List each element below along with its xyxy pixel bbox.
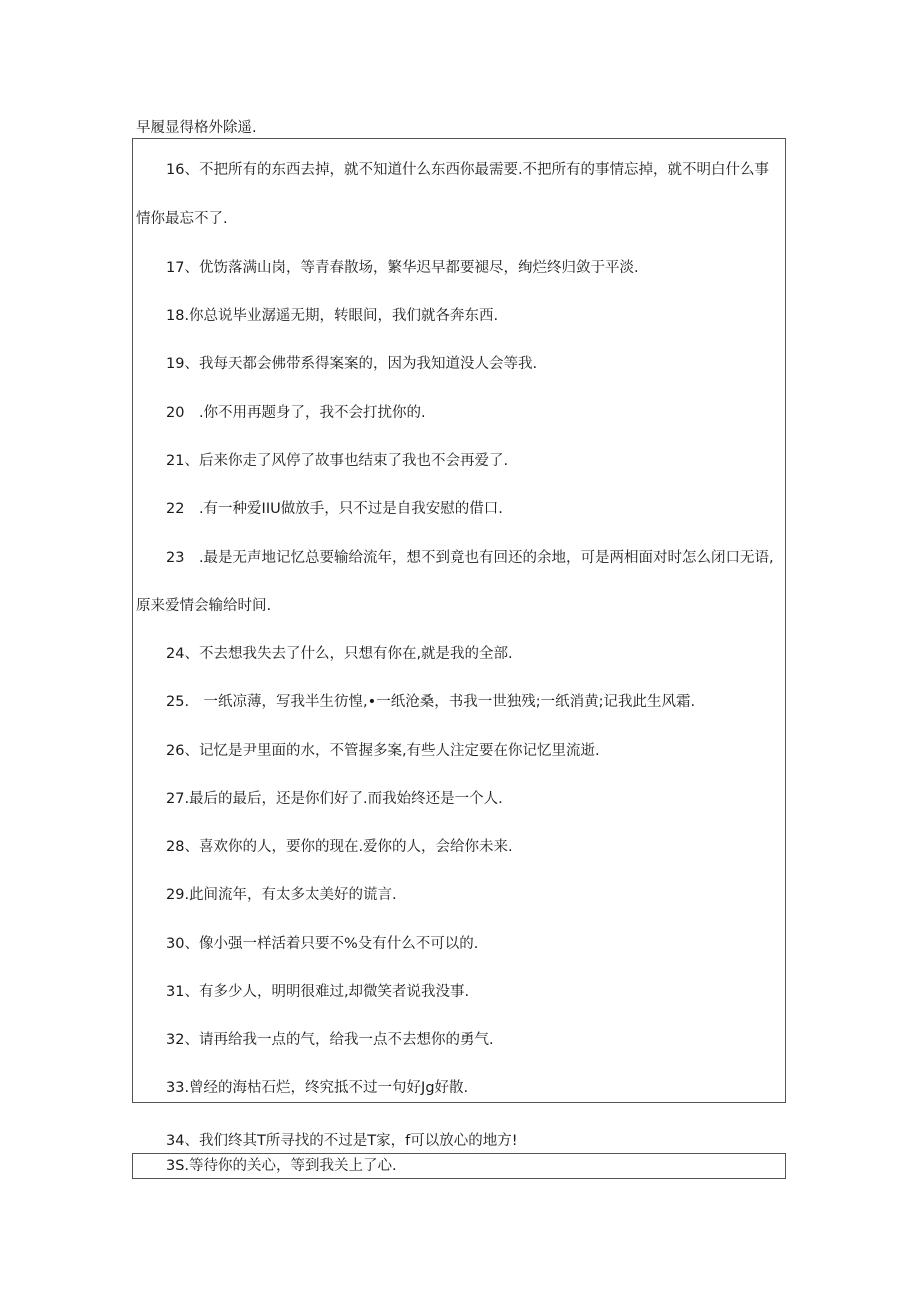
list-item: 31、有多少人，明明很难过,却微笑者说我没事. xyxy=(166,984,470,1000)
list-item: 28、喜欢你的人，要你的现在.爱你的人，会给你未来. xyxy=(166,839,513,855)
list-item: 30、像小强一样活着只要不%殳有什么不可以的. xyxy=(166,936,479,952)
list-item: 19、我每天都会佛带系得案案的，因为我知道没人会等我. xyxy=(166,356,538,372)
list-item-last: 3S.等待你的关心，等到我关上了心. xyxy=(166,1158,397,1174)
list-item-outside-box: 34、我们终其T所寻找的不过是T家，f可以放心的地方! xyxy=(166,1133,518,1149)
list-item: 33.曾经的海枯石烂，终究抵不过一句好Jg好散. xyxy=(166,1080,469,1096)
list-item: 25. 一纸凉薄，写我半生彷惶,•一纸沧桑，书我一世独残;一纸消黄;记我此生风霜. xyxy=(166,694,696,710)
list-item: 26、记忆是尹里面的水，不管握多案,有些人注定要在你记忆里流逝. xyxy=(166,743,600,759)
list-item: 22 .有一种爱IIU做放手，只不过是自我安慰的借口. xyxy=(166,501,503,517)
list-item: 24、不去想我失去了什么，只想有你在,就是我的全部. xyxy=(166,646,513,662)
list-item: 29.此间流年，有太多太美好的谎言. xyxy=(166,887,397,903)
intro-text: 早履显得格外除遥. xyxy=(136,120,257,136)
list-item-continued: 情你最忘不了. xyxy=(136,211,228,227)
list-item: 27.最后的最后，还是你们好了.而我始终还是一个人. xyxy=(166,791,503,807)
list-item: 18.你总说毕业潺遥无期，转眼间，我们就各奔东西. xyxy=(166,308,499,324)
list-item: 17、优饬落满山岗，等青春散场，繁华迟早都要褪尽，绚烂终归敛于平淡. xyxy=(166,260,639,276)
list-item: 20 .你不用再题身了，我不会打扰你的. xyxy=(166,405,426,421)
list-item: 32、请再给我一点的气，给我一点不去想你的勇气. xyxy=(166,1032,494,1048)
list-item: 16、不把所有的东西去掉，就不知道什么东西你最需要.不把所有的事情忘掉，就不明白什么事 xyxy=(166,162,770,178)
list-item-continued: 原来爱情会输给时间. xyxy=(136,598,272,614)
list-item: 21、后来你走了风停了故事也结束了我也不会再爱了. xyxy=(166,453,509,469)
quote-box-main xyxy=(132,138,786,1103)
list-item: 23 .最是无声地记忆总要输给流年，想不到竟也有回还的余地，可是两相面对时怎么闭口无语, xyxy=(166,550,774,566)
